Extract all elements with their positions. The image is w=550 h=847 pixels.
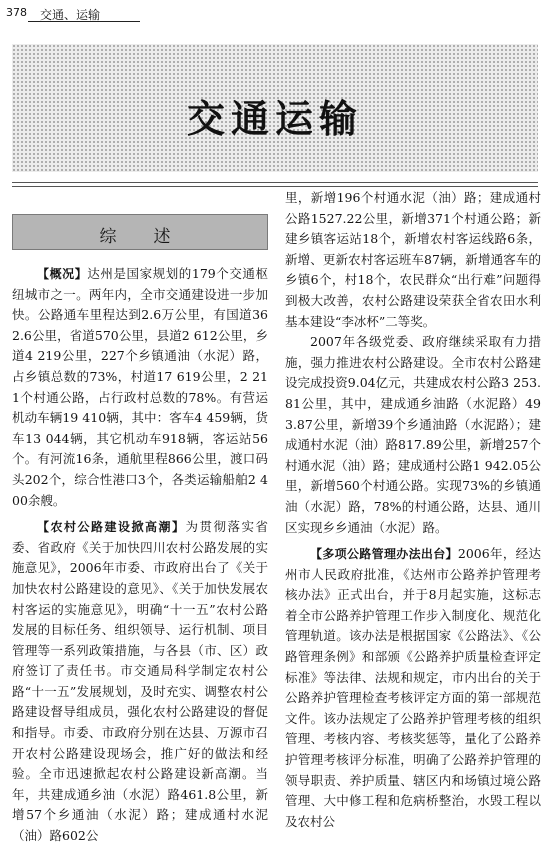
chapter-title: 交通运输: [186, 97, 363, 141]
paragraph-text: 里，新增196个村通水泥（油）路；建成通村公路1527.22公里，新增371个村通公路；新建乡镇客运站18个，新增农村客运线路6条，新增、更新农村客运班车87辆，新增通客车的乡镇6个，村18个，农民群众“出行难”问题得到极大改善，农村公路建设荣获全省农田水利基本建设“李冰杯”二等奖。: [285, 190, 541, 329]
chapter-banner: [12, 44, 538, 172]
paragraph-rural-roads: [12, 517, 268, 847]
paragraph-road-management: [285, 544, 541, 832]
running-section-title: 交通、运输: [40, 8, 101, 22]
paragraph-2007: [285, 332, 541, 538]
right-column: [285, 188, 541, 832]
section-heading-box: [12, 214, 268, 250]
paragraph-overview: [12, 264, 268, 511]
left-column: [12, 264, 268, 847]
paragraph-text: 达州是国家规划的179个交通枢纽城市之一。两年内，全市交通建设进一步加快。公路通车里程达到2.6万公里，有国道362.6公里，省道570公里，县道2 612公里，乡道4 219公里，227个乡镇通油（水泥）路，占乡镇总数的73%，村道17 619公里，2 211个村通公路，占行政村总数的78%。有营运机动车辆19 410辆，其中：客车4 459辆，货车13 044辆，其它机动车918辆，客运站56个。有河流16条，通航里程866公里，渡口码头202个，综合性港口3个，各类运输船舶2 400余艘。: [12, 266, 268, 508]
page-number: 378: [6, 6, 27, 19]
paragraph-text: 2007年各级党委、政府继续采取有力措施，强力推进农村公路建设。全市农村公路建设完成投资9.04亿元，共建成农村公路3 253.81公里，其中，建成通乡油路（水泥路）493.87公里，新增39个乡通油路（水泥路）；建成通村水泥（油）路817.89公里，新增257个村通水泥（油）路；建成通村公路1 942.05公里，新增560个村通公路。实现73%的乡镇通油（水泥）路，78%的村通公路，达县、通川区实现乡乡通油（水泥）路。: [285, 334, 541, 535]
paragraph-heading: 【概况】: [37, 267, 88, 281]
paragraph-text: 2006年，经达州市人民政府批准，《达州市公路养护管理考核办法》正式出台，并于8月起实施，这标志着全市公路养护管理工作步入制度化、规范化管理轨道。该办法是根据国家《公路法》、《公路管理条例》和部颁《公路养护质量检查评定标准》等法律、法规和规定，市内出台的关于公路养护管理检查考核评定方面的第一部规范文件。该办法规定了公路养护管理考核的组织管理、考核内容、考核奖惩等，量化了公路养护管理考核评分标准，明确了公路养护管理的领导职责、养护质量、辖区内和场镇过境公路管理、大中修工程和危病桥整治，水毁工程以及农村公: [285, 546, 541, 829]
paragraph-heading: 【农村公路建设掀高潮】: [37, 520, 186, 535]
paragraph-text: 为贯彻落实省委、省政府《关于加快四川农村公路发展的实施意见》，2006年市委、市政府出台了《关于加快农村公路建设的意见》、《关于加快发展农村客运的实施意见》，明确“十一五”农村公路发展的目标任务、组织领导、运行机制、项目管理等一系列政策措施，与各县（市、区）政府签订了责任书。市交通局科学制定农村公路“十一五”发展规划，及时充实、调整农村公路建设督导组成员，强化农村公路建设的督促和指导。市委、市政府分别在达县、万源市召开农村公路建设现场会，推广好的做法和经验。全市迅速掀起农村公路建设新高潮。当年，共建成通乡油（水泥）路461.8公里，新增57个乡通油（水泥）路；建成通村水泥（油）路602公: [12, 519, 268, 844]
paragraph-continued: [285, 188, 541, 332]
divider-line: [12, 182, 538, 183]
divider-line-2: [12, 186, 538, 187]
header-underline: [28, 21, 140, 22]
page-header: [6, 6, 546, 26]
section-heading: 综 述: [99, 227, 181, 247]
paragraph-heading: 【多项公路管理办法出台】: [310, 547, 458, 562]
